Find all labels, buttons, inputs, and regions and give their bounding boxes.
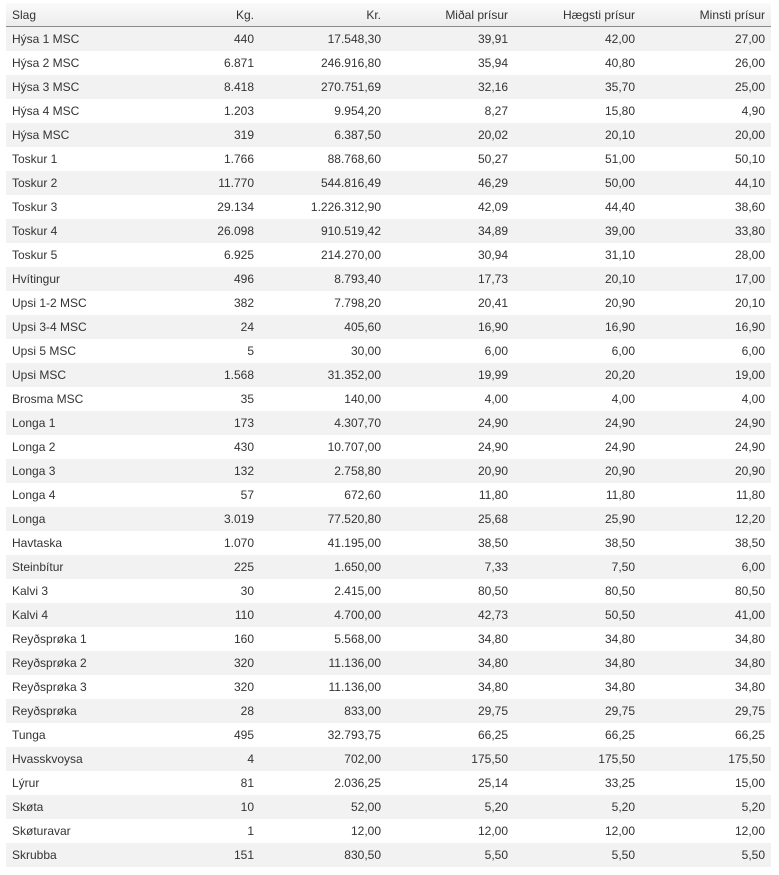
species-cell: Hýsa 3 MSC [12, 80, 80, 94]
kg-cell: 57 [240, 488, 254, 502]
average-price-cell: 46,29 [477, 176, 508, 190]
kg-cell: 496 [233, 272, 254, 286]
species-cell: Hýsa MSC [12, 128, 70, 142]
average-price-cell: 30,94 [477, 248, 508, 262]
table-row [6, 315, 771, 339]
kr-cell: 52,00 [350, 800, 381, 814]
column-header-slag[interactable]: Slag [6, 3, 140, 27]
highest-price-cell: 5,50 [611, 848, 635, 862]
kg-cell: 151 [233, 848, 254, 862]
table-row [6, 363, 771, 387]
highest-price-cell: 66,25 [604, 728, 635, 742]
lowest-price-cell: 28,00 [734, 248, 765, 262]
species-cell: Hvítingur [12, 272, 61, 286]
species-cell: Skrubba [12, 848, 57, 862]
highest-price-cell: 15,80 [604, 104, 635, 118]
species-cell: Upsi 5 MSC [12, 344, 77, 358]
highest-price-cell: 42,00 [604, 32, 635, 46]
table-row [6, 75, 771, 99]
lowest-price-cell: 24,90 [734, 440, 765, 454]
table-row [6, 699, 771, 723]
highest-price-cell: 33,25 [604, 776, 635, 790]
kg-cell: 495 [233, 728, 254, 742]
kr-cell: 5.568,00 [334, 632, 381, 646]
average-price-cell: 25,14 [477, 776, 508, 790]
species-cell: Kalvi 3 [12, 584, 49, 598]
kg-cell: 382 [233, 296, 254, 310]
species-cell: Upsi 1-2 MSC [12, 296, 87, 310]
lowest-price-cell: 34,80 [734, 656, 765, 670]
kr-cell: 702,00 [344, 752, 381, 766]
species-cell: Reyðsprøka [12, 704, 77, 718]
average-price-cell: 34,89 [477, 224, 508, 238]
kr-cell: 830,50 [344, 848, 381, 862]
lowest-price-cell: 24,90 [734, 416, 765, 430]
column-header-kg[interactable]: Kg. [140, 3, 260, 27]
average-price-cell: 34,80 [477, 656, 508, 670]
highest-price-cell: 29,75 [604, 704, 635, 718]
kr-cell: 88.768,60 [327, 152, 381, 166]
species-cell: Upsi MSC [12, 368, 67, 382]
table-row [6, 579, 771, 603]
highest-price-cell: 11,80 [605, 488, 635, 502]
species-cell: Steinbítur [12, 560, 64, 574]
average-price-cell: 66,25 [477, 728, 508, 742]
kr-cell: 12,00 [350, 824, 381, 838]
kr-cell: 1.226.312,90 [310, 200, 381, 214]
lowest-price-cell: 19,00 [734, 368, 765, 382]
price-table-container [6, 3, 771, 867]
highest-price-cell: 34,80 [604, 632, 635, 646]
kg-cell: 319 [233, 128, 254, 142]
lowest-price-cell: 66,25 [734, 728, 765, 742]
average-price-cell: 19,99 [477, 368, 508, 382]
kr-cell: 2.758,80 [334, 464, 381, 478]
species-cell: Havtaska [12, 536, 63, 550]
species-cell: Hýsa 1 MSC [12, 32, 80, 46]
highest-price-cell: 175,50 [598, 752, 635, 766]
lowest-price-cell: 34,80 [734, 632, 765, 646]
highest-price-cell: 20,90 [604, 464, 635, 478]
average-price-cell: 6,00 [484, 344, 508, 358]
highest-price-cell: 7,50 [611, 560, 635, 574]
species-cell: Reyðsprøka 3 [12, 680, 87, 694]
kg-cell: 26.098 [217, 224, 254, 238]
kg-cell: 1.070 [223, 536, 254, 550]
average-price-cell: 5,20 [484, 800, 508, 814]
column-header-highest-price[interactable]: Hægsti prísur [514, 3, 641, 27]
highest-price-cell: 38,50 [604, 536, 635, 550]
kr-cell: 140,00 [344, 392, 381, 406]
average-price-cell: 34,80 [477, 632, 508, 646]
highest-price-cell: 16,90 [604, 320, 635, 334]
average-price-cell: 25,68 [477, 512, 508, 526]
kr-cell: 17.548,30 [327, 32, 381, 46]
table-row [6, 603, 771, 627]
table-row [6, 771, 771, 795]
kr-cell: 910.519,42 [320, 224, 381, 238]
kg-cell: 6.871 [223, 56, 254, 70]
highest-price-cell: 40,80 [604, 56, 635, 70]
kr-cell: 7.798,20 [334, 296, 381, 310]
average-price-cell: 16,90 [477, 320, 508, 334]
highest-price-cell: 44,40 [604, 200, 635, 214]
table-row [6, 507, 771, 531]
kr-cell: 41.195,00 [327, 536, 381, 550]
species-cell: Hýsa 2 MSC [12, 56, 80, 70]
kr-cell: 405,60 [344, 320, 381, 334]
lowest-price-cell: 27,00 [734, 32, 765, 46]
kg-cell: 440 [233, 32, 254, 46]
kr-cell: 32.793,75 [327, 728, 381, 742]
highest-price-cell: 12,00 [604, 824, 635, 838]
kr-cell: 11.136,00 [328, 680, 381, 694]
table-row [6, 411, 771, 435]
table-body [6, 27, 771, 868]
kr-cell: 833,00 [344, 704, 381, 718]
species-cell: Longa 2 [12, 440, 56, 454]
kg-cell: 81 [240, 776, 254, 790]
kg-cell: 11.770 [218, 176, 254, 190]
kg-cell: 28 [240, 704, 254, 718]
average-price-cell: 34,80 [477, 680, 508, 694]
kg-cell: 1 [247, 824, 254, 838]
kg-cell: 10 [240, 800, 254, 814]
species-cell: Toskur 3 [12, 200, 58, 214]
average-price-cell: 12,00 [477, 824, 508, 838]
price-table [6, 3, 771, 867]
kr-cell: 9.954,20 [334, 104, 381, 118]
table-header [6, 3, 771, 27]
kr-cell: 30,00 [350, 344, 381, 358]
table-row [6, 843, 771, 867]
lowest-price-cell: 6,00 [741, 344, 765, 358]
average-price-cell: 20,02 [477, 128, 508, 142]
species-cell: Toskur 2 [12, 176, 58, 190]
average-price-cell: 8,27 [484, 104, 508, 118]
column-header-kr[interactable]: Kr. [260, 3, 387, 27]
highest-price-cell: 5,20 [611, 800, 635, 814]
table-row [6, 123, 771, 147]
species-cell: Longa 4 [12, 488, 56, 502]
kg-cell: 8.418 [223, 80, 254, 94]
kg-cell: 1.766 [223, 152, 254, 166]
kr-cell: 2.415,00 [334, 584, 381, 598]
lowest-price-cell: 50,10 [734, 152, 765, 166]
highest-price-cell: 51,00 [604, 152, 635, 166]
lowest-price-cell: 4,90 [741, 104, 765, 118]
kr-cell: 270.751,69 [320, 80, 381, 94]
kr-cell: 246.916,80 [320, 56, 381, 70]
lowest-price-cell: 12,00 [734, 824, 765, 838]
kg-cell: 225 [233, 560, 254, 574]
kg-cell: 320 [233, 656, 254, 670]
table-row [6, 195, 771, 219]
highest-price-cell: 31,10 [604, 248, 635, 262]
species-cell: Kalvi 4 [12, 608, 49, 622]
table-row [6, 483, 771, 507]
average-price-cell: 4,00 [484, 392, 508, 406]
kg-cell: 430 [233, 440, 254, 454]
average-price-cell: 7,33 [484, 560, 508, 574]
lowest-price-cell: 29,75 [734, 704, 765, 718]
average-price-cell: 35,94 [477, 56, 508, 70]
highest-price-cell: 35,70 [604, 80, 635, 94]
species-cell: Hýsa 4 MSC [12, 104, 80, 118]
table-row [6, 531, 771, 555]
kg-cell: 4 [247, 752, 254, 766]
header-row [6, 3, 771, 27]
table-row [6, 339, 771, 363]
kg-cell: 5 [247, 344, 254, 358]
lowest-price-cell: 25,00 [734, 80, 765, 94]
column-header-average-price[interactable]: Miðal prísur [387, 3, 514, 27]
lowest-price-cell: 20,00 [734, 128, 765, 142]
kg-cell: 1.568 [223, 368, 254, 382]
average-price-cell: 20,90 [477, 464, 508, 478]
kg-cell: 132 [233, 464, 254, 478]
average-price-cell: 175,50 [471, 752, 508, 766]
table-row [6, 435, 771, 459]
kr-cell: 4.700,00 [334, 608, 381, 622]
species-cell: Hvasskvoysa [12, 752, 83, 766]
average-price-cell: 17,73 [477, 272, 508, 286]
kg-cell: 160 [233, 632, 254, 646]
lowest-price-cell: 33,80 [734, 224, 765, 238]
average-price-cell: 39,91 [477, 32, 508, 46]
highest-price-cell: 50,00 [604, 176, 635, 190]
kg-cell: 35 [240, 392, 254, 406]
kr-cell: 1.650,00 [334, 560, 381, 574]
kr-cell: 77.520,80 [327, 512, 381, 526]
highest-price-cell: 20,90 [604, 296, 635, 310]
highest-price-cell: 39,00 [604, 224, 635, 238]
table-row [6, 267, 771, 291]
species-cell: Skøta [12, 800, 44, 814]
table-row [6, 747, 771, 771]
species-cell: Reyðsprøka 2 [12, 656, 87, 670]
average-price-cell: 24,90 [477, 440, 508, 454]
average-price-cell: 29,75 [477, 704, 508, 718]
table-row [6, 819, 771, 843]
table-row [6, 171, 771, 195]
average-price-cell: 42,73 [477, 608, 508, 622]
table-row [6, 555, 771, 579]
average-price-cell: 42,09 [477, 200, 508, 214]
kr-cell: 31.352,00 [327, 368, 381, 382]
species-cell: Longa 1 [12, 416, 56, 430]
highest-price-cell: 34,80 [604, 656, 635, 670]
kg-cell: 24 [240, 320, 254, 334]
lowest-price-cell: 20,10 [734, 296, 765, 310]
kr-cell: 214.270,00 [320, 248, 381, 262]
table-row [6, 387, 771, 411]
highest-price-cell: 20,10 [604, 272, 635, 286]
kg-cell: 173 [233, 416, 254, 430]
lowest-price-cell: 12,20 [734, 512, 765, 526]
lowest-price-cell: 11,80 [735, 488, 765, 502]
species-cell: Upsi 3-4 MSC [12, 320, 87, 334]
table-row [6, 795, 771, 819]
kg-cell: 29.134 [217, 200, 254, 214]
kr-cell: 8.793,40 [334, 272, 381, 286]
lowest-price-cell: 26,00 [734, 56, 765, 70]
average-price-cell: 32,16 [477, 80, 508, 94]
kr-cell: 11.136,00 [328, 656, 381, 670]
species-cell: Longa 3 [12, 464, 56, 478]
lowest-price-cell: 16,90 [734, 320, 765, 334]
highest-price-cell: 24,90 [604, 440, 635, 454]
table-row [6, 27, 771, 52]
highest-price-cell: 4,00 [611, 392, 635, 406]
table-row [6, 459, 771, 483]
kg-cell: 30 [240, 584, 254, 598]
average-price-cell: 50,27 [477, 152, 508, 166]
kr-cell: 2.036,25 [334, 776, 381, 790]
table-row [6, 627, 771, 651]
kr-cell: 6.387,50 [334, 128, 381, 142]
average-price-cell: 11,80 [478, 488, 508, 502]
species-cell: Toskur 5 [12, 248, 58, 262]
average-price-cell: 38,50 [477, 536, 508, 550]
species-cell: Brosma MSC [12, 392, 84, 406]
average-price-cell: 80,50 [477, 584, 508, 598]
table-row [6, 243, 771, 267]
lowest-price-cell: 6,00 [741, 560, 765, 574]
highest-price-cell: 6,00 [611, 344, 635, 358]
table-row [6, 147, 771, 171]
lowest-price-cell: 34,80 [734, 680, 765, 694]
highest-price-cell: 34,80 [604, 680, 635, 694]
average-price-cell: 5,50 [484, 848, 508, 862]
kr-cell: 544.816,49 [320, 176, 381, 190]
lowest-price-cell: 15,00 [734, 776, 765, 790]
lowest-price-cell: 5,50 [741, 848, 765, 862]
kg-cell: 320 [233, 680, 254, 694]
average-price-cell: 20,41 [477, 296, 508, 310]
table-row [6, 651, 771, 675]
highest-price-cell: 20,20 [604, 368, 635, 382]
lowest-price-cell: 44,10 [734, 176, 765, 190]
kg-cell: 6.925 [223, 248, 254, 262]
table-row [6, 291, 771, 315]
table-row [6, 675, 771, 699]
kr-cell: 4.307,70 [334, 416, 381, 430]
highest-price-cell: 25,90 [604, 512, 635, 526]
species-cell: Toskur 4 [12, 224, 58, 238]
species-cell: Reyðsprøka 1 [12, 632, 87, 646]
lowest-price-cell: 80,50 [734, 584, 765, 598]
species-cell: Skøturavar [12, 824, 71, 838]
highest-price-cell: 80,50 [604, 584, 635, 598]
species-cell: Lýrur [12, 776, 40, 790]
species-cell: Tunga [12, 728, 46, 742]
table-row [6, 51, 771, 75]
table-row [6, 723, 771, 747]
lowest-price-cell: 175,50 [728, 752, 765, 766]
lowest-price-cell: 4,00 [741, 392, 765, 406]
kr-cell: 10.707,00 [327, 440, 381, 454]
highest-price-cell: 24,90 [604, 416, 635, 430]
highest-price-cell: 20,10 [604, 128, 635, 142]
table-row [6, 219, 771, 243]
species-cell: Longa [12, 512, 46, 526]
table-row [6, 99, 771, 123]
lowest-price-cell: 20,90 [734, 464, 765, 478]
highest-price-cell: 50,50 [604, 608, 635, 622]
kg-cell: 3.019 [223, 512, 254, 526]
column-header-lowest-price[interactable]: Minsti prísur [641, 3, 771, 27]
kg-cell: 110 [234, 608, 254, 622]
kg-cell: 1.203 [223, 104, 254, 118]
kr-cell: 672,60 [344, 488, 381, 502]
lowest-price-cell: 17,00 [734, 272, 765, 286]
average-price-cell: 24,90 [477, 416, 508, 430]
lowest-price-cell: 38,60 [734, 200, 765, 214]
lowest-price-cell: 41,00 [734, 608, 765, 622]
species-cell: Toskur 1 [12, 152, 58, 166]
lowest-price-cell: 38,50 [734, 536, 765, 550]
lowest-price-cell: 5,20 [741, 800, 765, 814]
